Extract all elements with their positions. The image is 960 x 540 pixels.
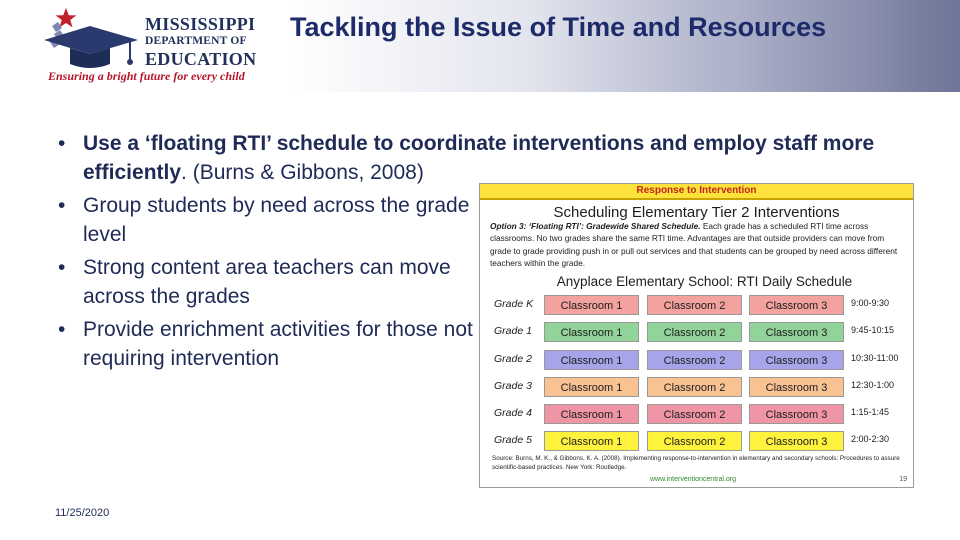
classroom-cell: Classroom 3	[749, 295, 844, 315]
rti-website-link[interactable]: www.interventioncentral.org	[650, 476, 736, 483]
grade-label: Grade 4	[494, 407, 532, 420]
rti-page-number: 19	[899, 476, 907, 483]
logo-tagline: Ensuring a bright future for every child	[48, 69, 245, 83]
classroom-cell: Classroom 3	[749, 431, 844, 451]
classroom-cell: Classroom 2	[647, 350, 742, 370]
bullet-floating-rti-citation: . (Burns & Gibbons, 2008)	[181, 160, 424, 184]
logo-line-mississippi: MISSISSIPPI	[145, 14, 256, 34]
rti-school-title: Anyplace Elementary School: RTI Daily Schedule	[556, 274, 853, 289]
grade-label: Grade 2	[494, 352, 532, 365]
rti-schedule-grid	[492, 292, 912, 456]
mde-logo	[44, 6, 284, 86]
slide-date: 11/25/2020	[55, 507, 110, 519]
time-slot: 9:45-10:15	[851, 325, 895, 336]
grade-label: Grade K	[494, 298, 534, 310]
classroom-cell: Classroom 2	[647, 322, 742, 342]
schedule-row	[492, 292, 912, 319]
classroom-cell: Classroom 3	[749, 404, 844, 424]
rti-heading: Scheduling Elementary Tier 2 Interventions	[553, 204, 840, 221]
schedule-row	[492, 401, 912, 428]
classroom-cell: Classroom 2	[647, 404, 742, 424]
classroom-cell: Classroom 1	[544, 322, 639, 342]
logo-wordmark	[145, 15, 256, 68]
graduation-cap-star-icon	[44, 6, 140, 70]
bullet-group-students: • Group students by need across the grade level	[58, 192, 473, 249]
classroom-cell: Classroom 2	[647, 377, 742, 397]
time-slot: 1:15-1:45	[851, 407, 890, 418]
rti-description-body: Each grade has a scheduled RTI time across classrooms. No two grades share the same RTI time. Advantages are that outside providers can move from grade to grade providing push in or pull out services and that students can be grouped by need across different teachers within the grade.	[490, 221, 898, 268]
schedule-row	[492, 319, 912, 346]
time-slot: 10:30-11:00	[851, 352, 899, 363]
rti-source-citation: Source: Burns, M. K., & Gibbons, K. A. (2008). Implementing response-to-intervention in elementary and secondary schools: Procedures to assure scientific-based practices. New York: Routledge.	[492, 455, 900, 471]
time-slot: 9:00-9:30	[851, 298, 890, 308]
grade-label: Grade 5	[494, 434, 532, 447]
rti-banner: Response to Intervention	[480, 184, 913, 200]
rti-schedule-figure	[479, 183, 914, 488]
time-slot: 12:30-1:00	[851, 379, 895, 390]
grade-label: Grade 1	[494, 325, 532, 338]
rti-description-lead: Option 3: ‘Floating RTI’: Gradewide Shared Schedule.	[490, 221, 701, 231]
classroom-cell: Classroom 1	[544, 404, 639, 424]
logo-line-education: EDUCATION	[145, 48, 257, 69]
classroom-cell: Classroom 1	[544, 350, 639, 370]
schedule-row	[492, 347, 912, 374]
bullet-enrichment: • Provide enrichment activities for those not requiring intervention	[58, 316, 473, 373]
classroom-cell: Classroom 1	[544, 431, 639, 451]
slide-title: Tackling the Issue of Time and Resources	[290, 12, 827, 42]
classroom-cell: Classroom 1	[544, 377, 639, 397]
classroom-cell: Classroom 3	[749, 350, 844, 370]
bullet-content-teachers: • Strong content area teachers can move across the grades	[58, 254, 473, 311]
classroom-cell: Classroom 1	[544, 295, 639, 315]
schedule-row	[492, 428, 912, 455]
logo-line-department: DEPARTMENT OF	[145, 35, 247, 47]
classroom-cell: Classroom 3	[749, 322, 844, 342]
bullet-floating-rti	[58, 130, 898, 187]
rti-description	[490, 220, 905, 269]
classroom-cell: Classroom 2	[647, 295, 742, 315]
schedule-row	[492, 374, 912, 401]
time-slot: 2:00-2:30	[851, 434, 890, 445]
grade-label: Grade 3	[494, 379, 532, 392]
rti-footer	[480, 474, 913, 487]
bullet-floating-rti-bold: Use a ‘floating RTI’ schedule to coordinate interventions and employ staff more efficiently	[83, 132, 875, 184]
classroom-cell: Classroom 3	[749, 377, 844, 397]
classroom-cell: Classroom 2	[647, 431, 742, 451]
